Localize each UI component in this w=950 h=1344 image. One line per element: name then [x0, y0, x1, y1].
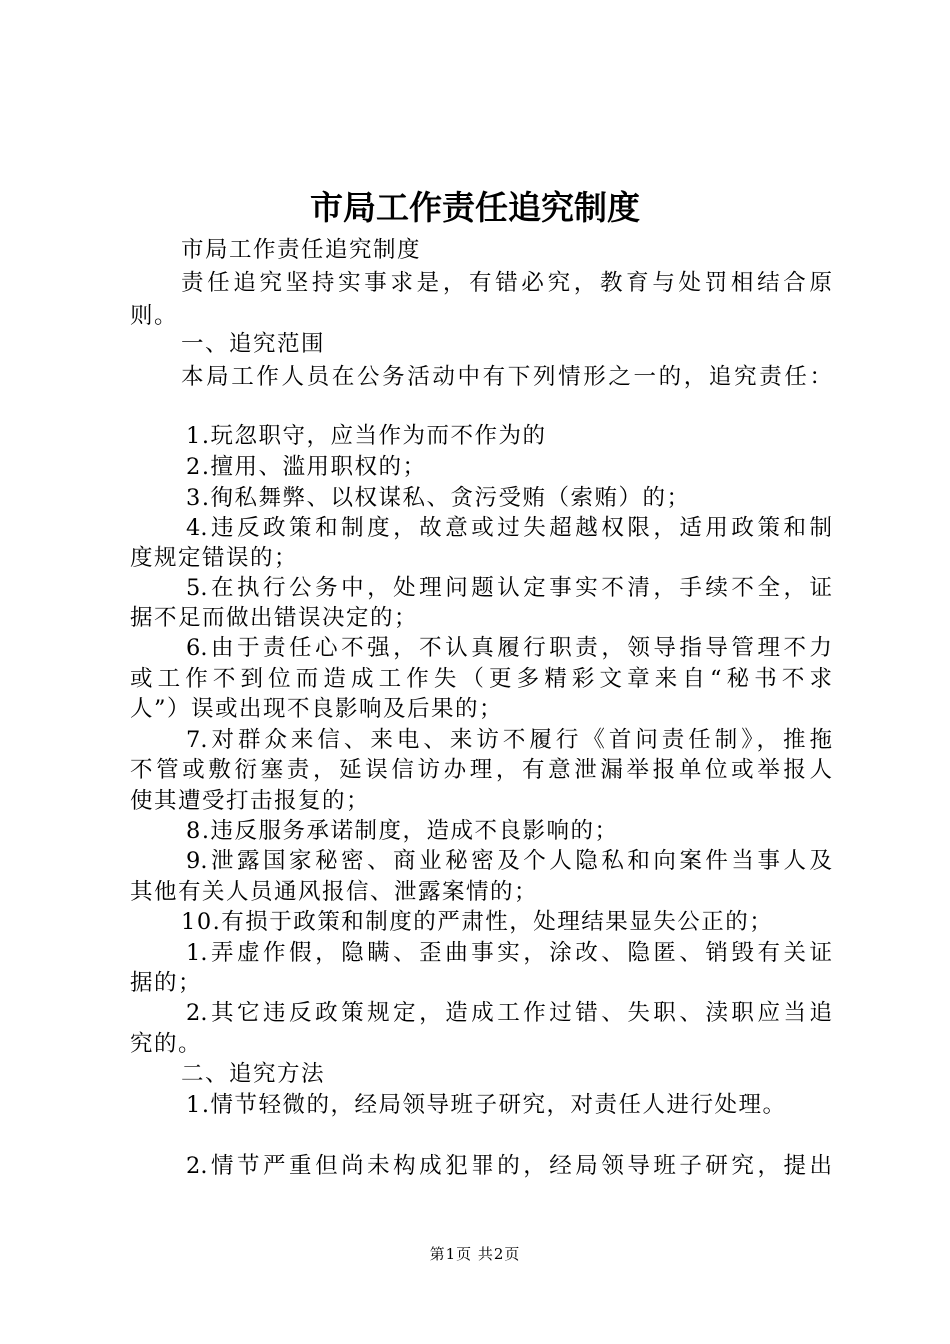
list-item: 2.擅用、滥用职权的； — [186, 454, 427, 480]
list-item: 6.由于责任心不强，不认真履行职责，领导指导管理不力 — [186, 635, 832, 661]
document-title: 市局工作责任追究制度 — [310, 188, 640, 227]
list-item: 2.情节严重但尚未构成犯罪的，经局领导班子研究，提出 — [186, 1153, 832, 1179]
list-item-continuation: 其他有关人员通风报信、泄露案情的； — [130, 879, 539, 905]
list-item: 10.有损于政策和制度的严肃性，处理结果显失公正的； — [181, 909, 774, 935]
section-heading: 一、追究范围 — [181, 331, 326, 357]
list-item: 7.对群众来信、来电、来访不履行《首问责任制》，推拖 — [186, 727, 832, 753]
paragraph-line: 市局工作责任追究制度 — [181, 237, 422, 263]
list-item: 8.违反服务承诺制度，造成不良影响的； — [186, 818, 619, 844]
list-item-continuation: 度规定错误的； — [130, 545, 299, 571]
list-item: 2.其它违反政策规定，造成工作过错、失职、渎职应当追 — [186, 1000, 832, 1026]
list-item-continuation: 或工作不到位而造成工作失（更多精彩文章来自“秘书不求 — [130, 666, 832, 692]
list-item: 5.在执行公务中，处理问题认定事实不清，手续不全，证 — [186, 575, 832, 601]
list-item-continuation: 不管或敷衍塞责，延误信访办理，有意泄漏举报单位或举报人 — [130, 757, 832, 783]
paragraph-line: 本局工作人员在公务活动中有下列情形之一的，追究责任： — [181, 364, 832, 390]
list-item-continuation: 人”）误或出现不良影响及后果的； — [130, 696, 504, 722]
list-item: 9.泄露国家秘密、商业秘密及个人隐私和向案件当事人及 — [186, 848, 832, 874]
list-item: 4.违反政策和制度，故意或过失超越权限，适用政策和制 — [186, 515, 832, 541]
list-item-continuation: 据不足而做出错误决定的； — [130, 605, 419, 631]
paragraph-line: 责任追究坚持实事求是，有错必究，教育与处罚相结合原 — [181, 270, 832, 296]
list-item-continuation: 据的； — [130, 970, 203, 996]
list-item: 1.弄虚作假，隐瞒、歪曲事实，涂改、隐匿、销毁有关证 — [186, 940, 832, 966]
list-item-continuation: 究的。 — [130, 1031, 203, 1057]
page-footer: 第1页 共2页 — [429, 1245, 521, 1263]
section-heading: 二、追究方法 — [181, 1061, 326, 1087]
list-item: 3.徇私舞弊、以权谋私、贪污受贿（索贿）的； — [186, 485, 691, 511]
list-item: 1.情节轻微的，经局领导班子研究，对责任人进行处理。 — [186, 1092, 787, 1118]
paragraph-line: 则。 — [130, 303, 179, 329]
list-item: 1.玩忽职守，应当作为而不作为的 — [186, 423, 547, 449]
list-item-continuation: 使其遭受打击报复的； — [130, 788, 371, 814]
